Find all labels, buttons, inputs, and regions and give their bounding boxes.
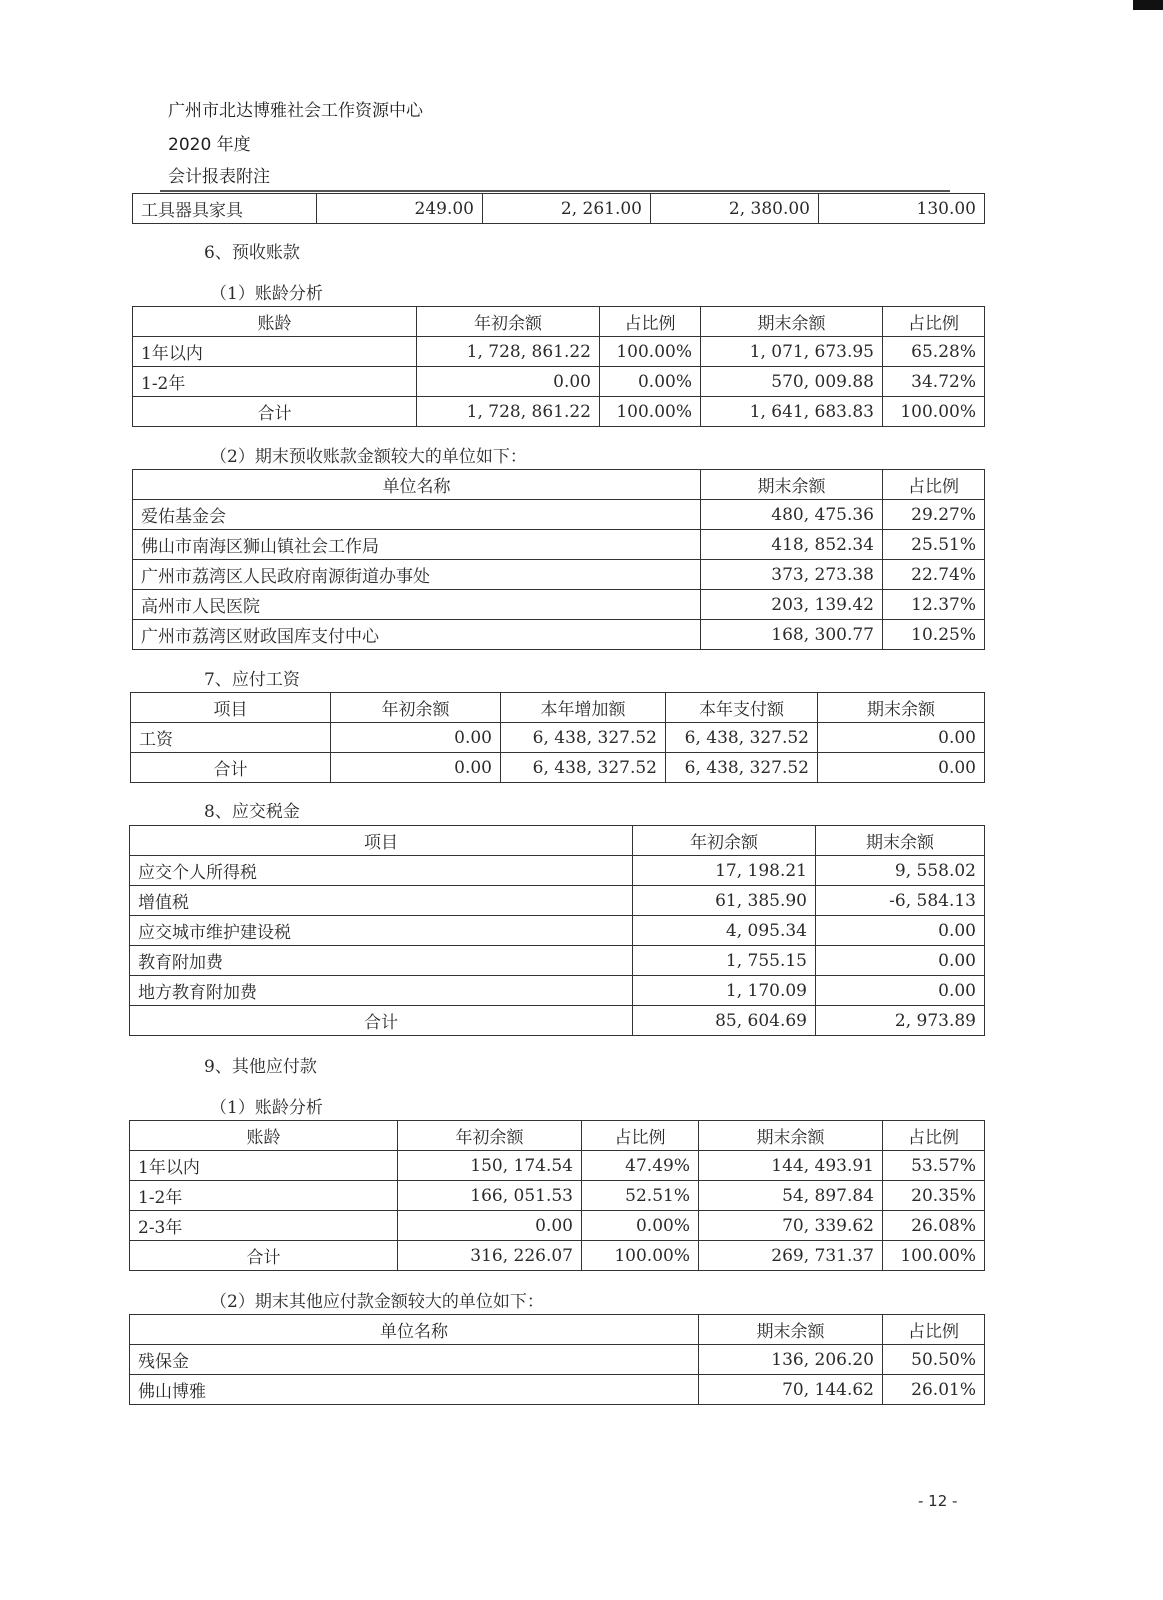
- org-name: 广州市北达博雅社会工作资源中心: [168, 101, 423, 121]
- table-cell: 6, 438, 327.52: [501, 723, 666, 753]
- wages-payable-table: [130, 692, 985, 783]
- column-header: 本年增加额: [501, 693, 666, 723]
- table-cell: 1-2年: [130, 1181, 398, 1211]
- table-header-row: [131, 693, 985, 723]
- table-cell: 广州市荔湾区财政国库支付中心: [133, 620, 701, 650]
- table-cell: 203, 139.42: [701, 590, 883, 620]
- table-row: [133, 530, 985, 560]
- table-row: [130, 1151, 985, 1181]
- table-cell: 0.00: [398, 1211, 582, 1241]
- table-cell: 工资: [131, 723, 331, 753]
- table-total-row: [133, 397, 985, 427]
- table-row: [133, 590, 985, 620]
- table-row: [133, 194, 985, 224]
- table-cell: 22.74%: [883, 560, 985, 590]
- table-cell: 应交个人所得税: [130, 856, 633, 886]
- table-cell: 0.00: [818, 753, 985, 783]
- column-header: 占比例: [883, 470, 985, 500]
- table-row: [130, 946, 985, 976]
- table-cell: 教育附加费: [130, 946, 633, 976]
- column-header: 期末余额: [701, 470, 883, 500]
- table-cell: 100.00%: [582, 1241, 699, 1271]
- table-total-row: [131, 753, 985, 783]
- other-payables-major-units-table: [129, 1314, 985, 1405]
- table-cell: 1, 728, 861.22: [417, 337, 600, 367]
- table-row: [130, 1181, 985, 1211]
- section-9-title: 9、其他应付款: [204, 1057, 317, 1077]
- table-cell: 1年以内: [133, 337, 417, 367]
- table-row: [133, 337, 985, 367]
- table-cell: 4, 095.34: [633, 916, 816, 946]
- table-cell: 1, 728, 861.22: [417, 397, 600, 427]
- table-cell: 0.00: [331, 753, 501, 783]
- column-header: 单位名称: [133, 470, 701, 500]
- column-header: 项目: [130, 826, 633, 856]
- table-row: [130, 1211, 985, 1241]
- table-cell: 地方教育附加费: [130, 976, 633, 1006]
- table-cell: 1, 755.15: [633, 946, 816, 976]
- table-cell: 26.01%: [883, 1375, 985, 1405]
- table-cell: 应交城市维护建设税: [130, 916, 633, 946]
- table-cell: 1, 071, 673.95: [701, 337, 883, 367]
- table-cell: 54, 897.84: [699, 1181, 883, 1211]
- table-row: [130, 856, 985, 886]
- table-cell: 52.51%: [582, 1181, 699, 1211]
- table-cell: 2, 380.00: [651, 194, 819, 224]
- table-cell: 1-2年: [133, 367, 417, 397]
- table-cell: 130.00: [819, 194, 985, 224]
- section-9-subtitle-2: （2）期末其他应付款金额较大的单位如下：: [210, 1292, 544, 1312]
- other-payables-aging-table: [129, 1120, 985, 1271]
- table-cell: 合计: [130, 1241, 398, 1271]
- table-cell: 249.00: [317, 194, 483, 224]
- table-header-row: [133, 307, 985, 337]
- table-cell: 316, 226.07: [398, 1241, 582, 1271]
- table-cell: 0.00: [331, 723, 501, 753]
- table-cell: 0.00: [816, 916, 985, 946]
- table-row: [130, 916, 985, 946]
- scan-corner-mark: [1133, 0, 1163, 10]
- table-cell: 10.25%: [883, 620, 985, 650]
- table-cell: 0.00: [816, 946, 985, 976]
- table-cell: 0.00: [816, 976, 985, 1006]
- table-cell: 20.35%: [883, 1181, 985, 1211]
- column-header: 占比例: [600, 307, 701, 337]
- table-cell: 合计: [130, 1006, 633, 1036]
- table-row: [130, 976, 985, 1006]
- table-cell: 150, 174.54: [398, 1151, 582, 1181]
- table-cell: 61, 385.90: [633, 886, 816, 916]
- table-cell: 0.00: [417, 367, 600, 397]
- table-cell: 6, 438, 327.52: [666, 753, 818, 783]
- table-cell: 373, 273.38: [701, 560, 883, 590]
- column-header: 期末余额: [816, 826, 985, 856]
- table-cell: 100.00%: [883, 397, 985, 427]
- column-header: 期末余额: [818, 693, 985, 723]
- table-cell: 12.37%: [883, 590, 985, 620]
- section-6-subtitle-1: （1）账龄分析: [210, 284, 323, 304]
- table-cell: 2, 261.00: [483, 194, 651, 224]
- table-cell: 168, 300.77: [701, 620, 883, 650]
- table-cell: 2-3年: [130, 1211, 398, 1241]
- table-cell: 144, 493.91: [699, 1151, 883, 1181]
- table-cell: 53.57%: [883, 1151, 985, 1181]
- table-cell: 2, 973.89: [816, 1006, 985, 1036]
- column-header: 年初余额: [633, 826, 816, 856]
- table-cell: 269, 731.37: [699, 1241, 883, 1271]
- table-header-row: [133, 470, 985, 500]
- advance-receipts-aging-table: [132, 306, 985, 427]
- table-cell: 爱佑基金会: [133, 500, 701, 530]
- table-header-row: [130, 1121, 985, 1151]
- table-cell: 47.49%: [582, 1151, 699, 1181]
- table-cell: 6, 438, 327.52: [501, 753, 666, 783]
- table-cell: -6, 584.13: [816, 886, 985, 916]
- column-header: 占比例: [883, 1121, 985, 1151]
- table-header-row: [130, 826, 985, 856]
- table-cell: 70, 339.62: [699, 1211, 883, 1241]
- table-cell: 70, 144.62: [699, 1375, 883, 1405]
- column-header: 年初余额: [398, 1121, 582, 1151]
- column-header: 年初余额: [417, 307, 600, 337]
- table-cell: 100.00%: [600, 397, 701, 427]
- column-header: 占比例: [883, 1315, 985, 1345]
- table-cell: 佛山市南海区狮山镇社会工作局: [133, 530, 701, 560]
- column-header: 占比例: [582, 1121, 699, 1151]
- table-row: [133, 620, 985, 650]
- table-cell: 增值税: [130, 886, 633, 916]
- table-cell: 136, 206.20: [699, 1345, 883, 1375]
- table-row: [133, 367, 985, 397]
- column-header: 项目: [131, 693, 331, 723]
- table-cell: 100.00%: [883, 1241, 985, 1271]
- column-header: 账龄: [130, 1121, 398, 1151]
- table-total-row: [130, 1006, 985, 1036]
- table-cell: 1年以内: [130, 1151, 398, 1181]
- table-cell: 9, 558.02: [816, 856, 985, 886]
- table-cell: 480, 475.36: [701, 500, 883, 530]
- table-cell: 570, 009.88: [701, 367, 883, 397]
- advance-receipts-major-units-table: [132, 469, 985, 650]
- page-number: - 12 -: [918, 1492, 958, 1510]
- column-header: 期末余额: [701, 307, 883, 337]
- table-cell: 6, 438, 327.52: [666, 723, 818, 753]
- table-cell: 0.00%: [582, 1211, 699, 1241]
- section-9-subtitle-1: （1）账龄分析: [210, 1098, 323, 1118]
- column-header: 年初余额: [331, 693, 501, 723]
- table-cell: 418, 852.34: [701, 530, 883, 560]
- table-row: [133, 500, 985, 530]
- column-header: 占比例: [883, 307, 985, 337]
- table-row: [130, 1375, 985, 1405]
- table-cell: 26.08%: [883, 1211, 985, 1241]
- table-cell: 85, 604.69: [633, 1006, 816, 1036]
- table-row: [131, 723, 985, 753]
- section-6-subtitle-2: （2）期末预收账款金额较大的单位如下：: [210, 447, 527, 467]
- table-cell: 佛山博雅: [130, 1375, 699, 1405]
- table-row: [130, 1345, 985, 1375]
- column-header: 单位名称: [130, 1315, 699, 1345]
- table-cell: 166, 051.53: [398, 1181, 582, 1211]
- table-cell: 1, 641, 683.83: [701, 397, 883, 427]
- table-cell: 29.27%: [883, 500, 985, 530]
- column-header: 期末余额: [699, 1315, 883, 1345]
- table-row: [133, 560, 985, 590]
- table-row: [130, 886, 985, 916]
- table-total-row: [130, 1241, 985, 1271]
- section-8-title: 8、应交税金: [204, 802, 300, 822]
- column-header: 本年支付额: [666, 693, 818, 723]
- table-cell: 残保金: [130, 1345, 699, 1375]
- table-cell: 高州市人民医院: [133, 590, 701, 620]
- header-rule: [160, 190, 950, 192]
- table-cell: 100.00%: [600, 337, 701, 367]
- table-header-row: [130, 1315, 985, 1345]
- document-title: 会计报表附注: [168, 167, 270, 187]
- table-cell: 0.00: [818, 723, 985, 753]
- table-cell: 25.51%: [883, 530, 985, 560]
- table-cell: 合计: [131, 753, 331, 783]
- table-cell: 17, 198.21: [633, 856, 816, 886]
- table-cell: 工具器具家具: [133, 194, 317, 224]
- taxes-payable-table: [129, 825, 985, 1036]
- table-cell: 65.28%: [883, 337, 985, 367]
- section-7-title: 7、应付工资: [204, 670, 300, 690]
- table-cell: 50.50%: [883, 1345, 985, 1375]
- table-cell: 合计: [133, 397, 417, 427]
- column-header: 账龄: [133, 307, 417, 337]
- table-cell: 1, 170.09: [633, 976, 816, 1006]
- fixed-assets-continued-table: [132, 193, 985, 224]
- table-cell: 34.72%: [883, 367, 985, 397]
- table-cell: 广州市荔湾区人民政府南源街道办事处: [133, 560, 701, 590]
- section-6-title: 6、预收账款: [204, 243, 300, 263]
- table-cell: 0.00%: [600, 367, 701, 397]
- column-header: 期末余额: [699, 1121, 883, 1151]
- report-year: 2020 年度: [168, 135, 251, 155]
